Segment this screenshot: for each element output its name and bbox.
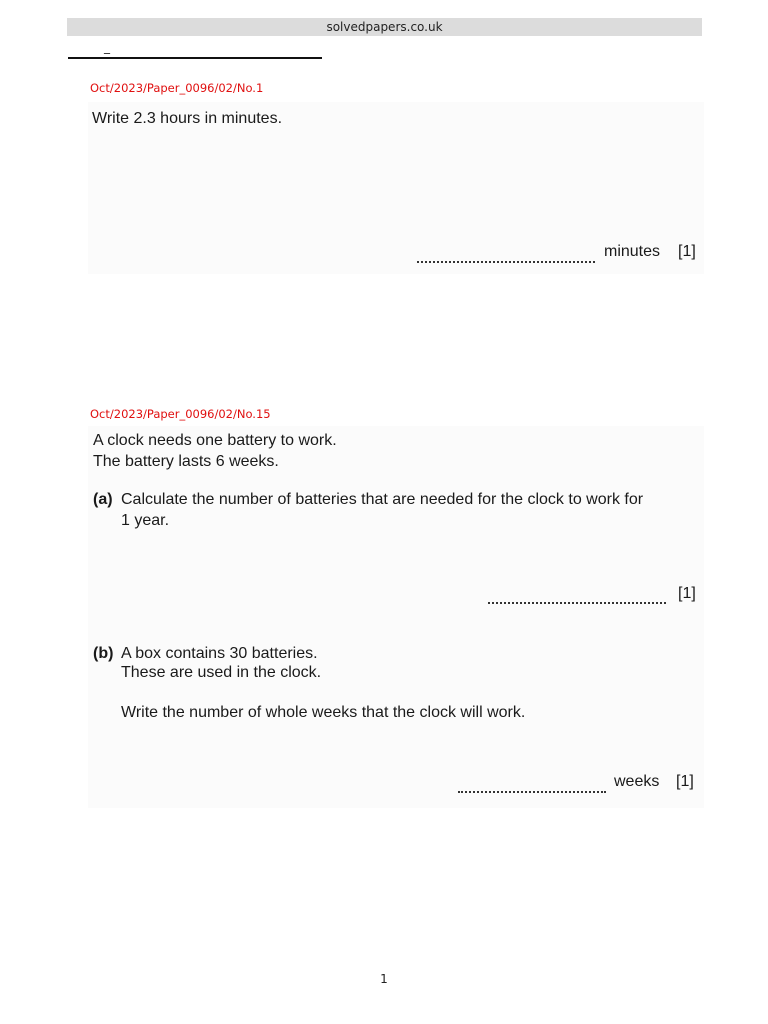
question-1-answer-line[interactable] bbox=[417, 261, 595, 263]
part-b-answer-line[interactable] bbox=[458, 791, 606, 793]
part-b-text-1: A box contains 30 batteries. bbox=[121, 645, 318, 662]
part-a-label: (a) bbox=[93, 491, 113, 508]
part-b-label: (b) bbox=[93, 645, 114, 662]
part-b-text-2: These are used in the clock. bbox=[121, 664, 322, 681]
part-a-text-2: 1 year. bbox=[121, 512, 170, 529]
header-dash: _ bbox=[104, 40, 110, 54]
part-b-text-3: Write the number of whole weeks that the clock will work. bbox=[121, 704, 526, 721]
header-rule bbox=[68, 57, 322, 59]
page-number: 1 bbox=[380, 972, 388, 986]
question-1-reference: Oct/2023/Paper_0096/02/No.1 bbox=[90, 81, 264, 95]
question-1-prompt: Write 2.3 hours in minutes. bbox=[92, 110, 283, 127]
part-a-text-1: Calculate the number of batteries that are needed for the clock to work for bbox=[121, 491, 644, 508]
question-15-line-1: A clock needs one battery to work. bbox=[93, 432, 337, 449]
site-header: solvedpapers.co.uk bbox=[67, 18, 702, 36]
question-1-mark: [1] bbox=[678, 243, 696, 260]
question-15-reference: Oct/2023/Paper_0096/02/No.15 bbox=[90, 407, 271, 421]
question-15-panel bbox=[88, 426, 704, 808]
question-1-unit: minutes bbox=[604, 243, 661, 260]
question-15-line-2: The battery lasts 6 weeks. bbox=[93, 453, 279, 470]
part-b-mark: [1] bbox=[676, 773, 694, 790]
part-a-answer-line[interactable] bbox=[488, 602, 666, 604]
part-b-unit: weeks bbox=[614, 773, 660, 790]
part-a-mark: [1] bbox=[678, 585, 696, 602]
